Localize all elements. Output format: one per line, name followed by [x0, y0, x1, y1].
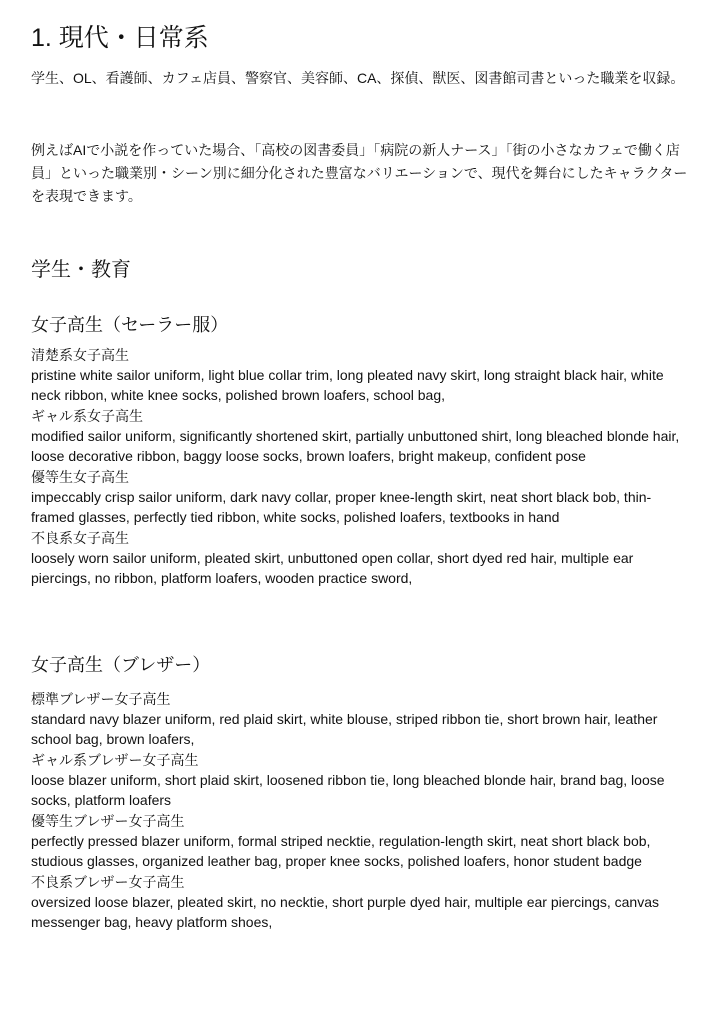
item-label: ギャル系ブレザー女子高生: [31, 752, 199, 768]
subsection-heading: 女子高生（セーラー服）: [31, 315, 229, 335]
item-prompt: perfectly pressed blazer uniform, formal striped necktie, regulation-length skirt, neat short black bob, studious glasses, organized leather bag, proper knee socks, polished loafers, honor student badge: [31, 833, 651, 869]
item-prompt: pristine white sailor uniform, light blue collar trim, long pleated navy skirt, long straight black hair, white neck ribbon, white knee socks, polished brown loafers, school bag,: [31, 367, 664, 403]
item-label: 不良系女子高生: [31, 530, 129, 546]
intro-paragraph: 学生、OL、看護師、カフェ店員、警察官、美容師、CA、探偵、獣医、図書館司書といった職業を収録。: [31, 70, 685, 86]
item-prompt: loose blazer uniform, short plaid skirt, loosened ribbon tie, long bleached blonde hair, brand bag, loose socks, platform loafers: [31, 772, 665, 808]
item-label: 優等生女子高生: [31, 469, 129, 485]
item-label: 不良系ブレザー女子高生: [31, 874, 185, 890]
item-label: 優等生ブレザー女子高生: [31, 813, 185, 829]
item-prompt: loosely worn sailor uniform, pleated skirt, unbuttoned open collar, short dyed red hair, multiple ear piercings, no ribbon, platform loafers, wooden practice sword,: [31, 550, 634, 586]
item-prompt: standard navy blazer uniform, red plaid skirt, white blouse, striped ribbon tie, short brown hair, leather school bag, brown loafers,: [31, 711, 658, 747]
item-label: 標準ブレザー女子高生: [31, 691, 171, 707]
item-list: [31, 345, 691, 589]
page-title: 1. 現代・日常系: [31, 24, 209, 52]
item-prompt: oversized loose blazer, pleated skirt, no necktie, short purple dyed hair, multiple ear piercings, canvas messenger bag, heavy platform shoes,: [31, 894, 660, 930]
item-list: [31, 689, 691, 933]
item-label: ギャル系女子高生: [31, 408, 143, 424]
subsection-heading: 女子高生（ブレザー）: [31, 655, 211, 675]
item-prompt: modified sailor uniform, significantly shortened skirt, partially unbuttoned shirt, long bleached blonde hair, loose decorative ribbon, baggy loose socks, brown loafers, bright makeup, confident pose: [31, 428, 680, 464]
intro-paragraph: 例えばAIで小説を作っていた場合、「高校の図書委員」「病院の新人ナース」「街の小さなカフェで働く店員」といった職業別・シーン別に細分化された豊富なバリエーションで、現代を舞台にしたキャラクターを表現できます。: [31, 142, 688, 204]
section-heading: 学生・教育: [31, 259, 131, 281]
item-label: 清楚系女子高生: [31, 347, 129, 363]
item-prompt: impeccably crisp sailor uniform, dark navy collar, proper knee-length skirt, neat short black bob, thin-framed glasses, perfectly tied ribbon, white socks, polished loafers, textbooks in hand: [31, 489, 652, 525]
